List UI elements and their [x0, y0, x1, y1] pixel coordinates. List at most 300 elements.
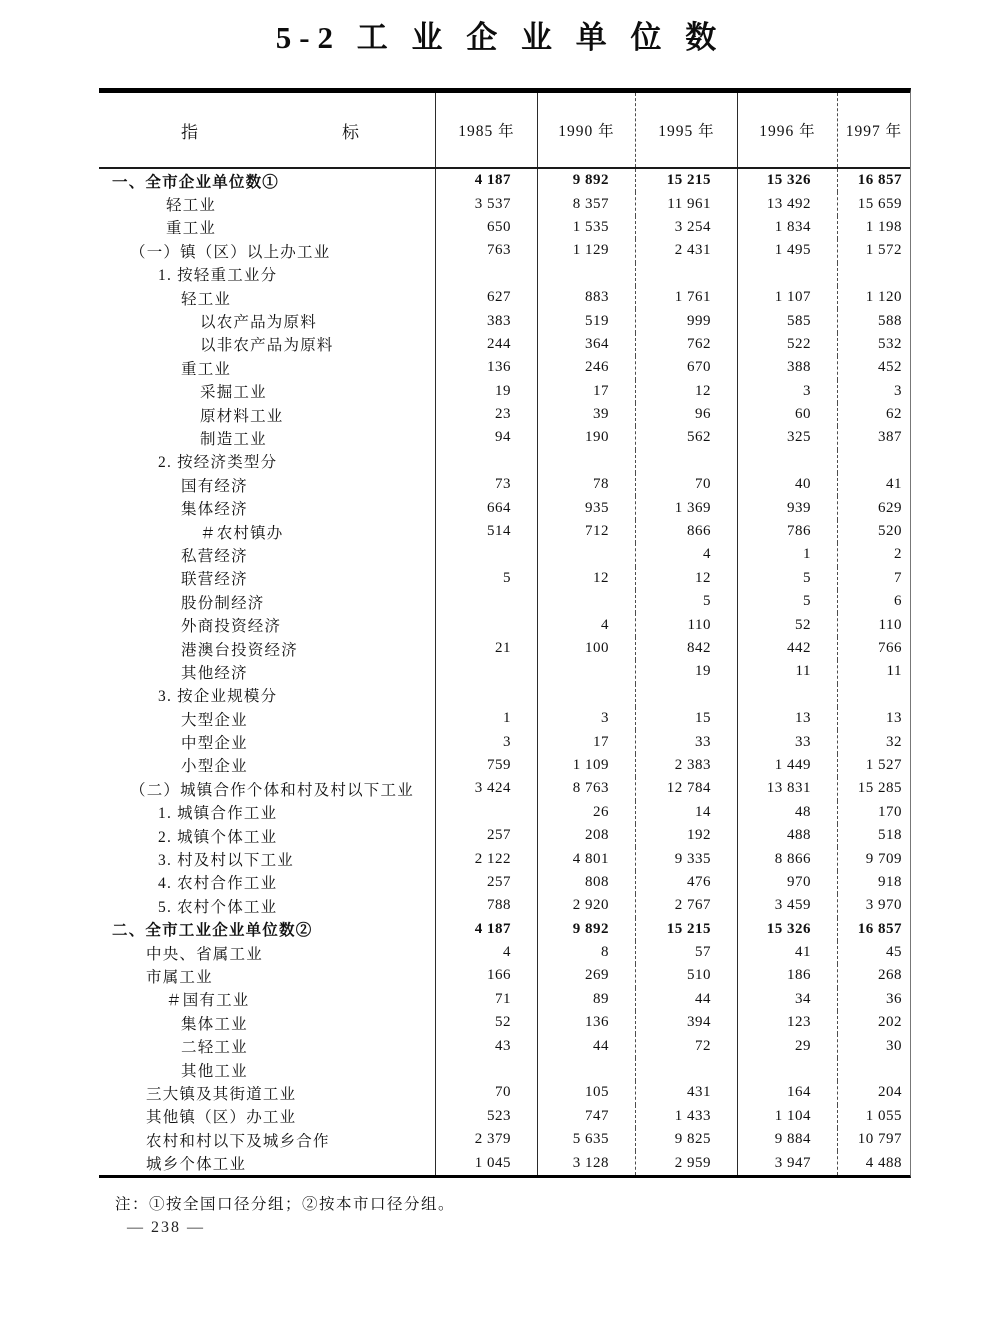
cell-1990 [537, 1058, 635, 1081]
cell-1985: 70 [435, 1081, 537, 1104]
cell-1996: 939 [737, 496, 837, 519]
cell-1985 [435, 684, 537, 707]
table-row [99, 707, 910, 730]
cell-1985: 166 [435, 964, 537, 987]
year-header-1995: 1995 年 [635, 93, 737, 167]
cell-1995: 5 [635, 590, 737, 613]
table-row [99, 192, 910, 215]
cell-1996: 40 [737, 473, 837, 496]
cell-1985: 21 [435, 637, 537, 660]
cell-1996: 522 [737, 333, 837, 356]
cell-1985: 788 [435, 894, 537, 917]
cell-1990: 364 [537, 333, 635, 356]
cell-1995: 14 [635, 801, 737, 824]
table-row [99, 988, 910, 1011]
indicator-header [99, 93, 435, 167]
cell-1996: 970 [737, 871, 837, 894]
row-label: 私营经济 [181, 547, 248, 565]
cell-1995: 3 254 [635, 216, 737, 239]
year-header-1997: 1997 年 [837, 93, 910, 167]
cell-1997: 15 285 [837, 777, 910, 800]
cell-1990: 1 129 [537, 239, 635, 262]
row-label: 集体经济 [181, 501, 248, 519]
table-row [99, 730, 910, 753]
cell-1990: 1 109 [537, 754, 635, 777]
table-row [99, 590, 910, 613]
table-header-row [99, 93, 910, 169]
cell-1997: 766 [837, 637, 910, 660]
cell-1985: 759 [435, 754, 537, 777]
cell-1985: 383 [435, 309, 537, 332]
row-label: 重工业 [166, 220, 217, 238]
cell-1995: 44 [635, 988, 737, 1011]
cell-1985: 3 424 [435, 777, 537, 800]
cell-1997: 16 857 [837, 918, 910, 941]
table-row [99, 824, 910, 847]
cell-1985: 3 [435, 730, 537, 753]
cell-1995: 1 369 [635, 496, 737, 519]
table-row [99, 1081, 910, 1104]
cell-1996 [737, 1058, 837, 1081]
cell-1996: 186 [737, 964, 837, 987]
cell-1990: 12 [537, 567, 635, 590]
row-label: 市属工业 [146, 968, 213, 986]
cell-1985: 43 [435, 1034, 537, 1057]
cell-1997: 11 [837, 660, 910, 683]
row-label: 联营经济 [181, 571, 248, 589]
cell-1997: 13 [837, 707, 910, 730]
cell-1996 [737, 263, 837, 286]
cell-1985: 627 [435, 286, 537, 309]
row-label: 制造工业 [200, 430, 267, 448]
row-label: 轻工业 [181, 290, 232, 308]
page-title: 5-2 工 业 企 业 单 位 数 [275, 20, 725, 55]
cell-1990 [537, 543, 635, 566]
table-row [99, 871, 910, 894]
table-row [99, 473, 910, 496]
table-row [99, 754, 910, 777]
row-label: 其他镇（区）办工业 [146, 1109, 297, 1127]
table-row [99, 1151, 910, 1174]
cell-1995: 15 [635, 707, 737, 730]
cell-1990 [537, 660, 635, 683]
row-label: 中央、省属工业 [146, 945, 263, 963]
page-number: — 238 — [127, 1219, 205, 1236]
cell-1990 [537, 263, 635, 286]
cell-1997: 268 [837, 964, 910, 987]
table-row [99, 941, 910, 964]
cell-1990: 3 128 [537, 1151, 635, 1174]
cell-1995: 12 784 [635, 777, 737, 800]
cell-1985 [435, 590, 537, 613]
cell-1985: 3 537 [435, 192, 537, 215]
cell-1996: 1 834 [737, 216, 837, 239]
cell-1990: 17 [537, 380, 635, 403]
cell-1990: 519 [537, 309, 635, 332]
cell-1997: 588 [837, 309, 910, 332]
cell-1995: 431 [635, 1081, 737, 1104]
cell-1995: 842 [635, 637, 737, 660]
cell-1997: 62 [837, 403, 910, 426]
cell-1997: 1 527 [837, 754, 910, 777]
table-row [99, 894, 910, 917]
table-row [99, 356, 910, 379]
cell-1985 [435, 450, 537, 473]
row-label: 三大镇及其街道工业 [146, 1085, 297, 1103]
cell-1990: 712 [537, 520, 635, 543]
table-row [99, 263, 910, 286]
table-row [99, 309, 910, 332]
cell-1995: 2 431 [635, 239, 737, 262]
cell-1995: 4 [635, 543, 737, 566]
cell-1997: 452 [837, 356, 910, 379]
cell-1996: 488 [737, 824, 837, 847]
cell-1985: 73 [435, 473, 537, 496]
cell-1990: 8 357 [537, 192, 635, 215]
cell-1997: 532 [837, 333, 910, 356]
cell-1990: 2 920 [537, 894, 635, 917]
cell-1995: 394 [635, 1011, 737, 1034]
table-row [99, 567, 910, 590]
cell-1997: 36 [837, 988, 910, 1011]
cell-1995: 670 [635, 356, 737, 379]
cell-1990: 4 801 [537, 847, 635, 870]
row-label: 1. 城镇合作工业 [158, 805, 278, 823]
table-row [99, 1105, 910, 1128]
cell-1995: 562 [635, 426, 737, 449]
cell-1996: 13 [737, 707, 837, 730]
cell-1996: 3 459 [737, 894, 837, 917]
cell-1996: 11 [737, 660, 837, 683]
cell-1996: 3 [737, 380, 837, 403]
cell-1997: 1 120 [837, 286, 910, 309]
cell-1995: 2 383 [635, 754, 737, 777]
cell-1996: 1 [737, 543, 837, 566]
cell-1997: 518 [837, 824, 910, 847]
row-label: 重工业 [181, 360, 232, 378]
table-row [99, 333, 910, 356]
cell-1996: 325 [737, 426, 837, 449]
cell-1997: 202 [837, 1011, 910, 1034]
cell-1997: 4 488 [837, 1151, 910, 1174]
cell-1997: 1 572 [837, 239, 910, 262]
cell-1996: 8 866 [737, 847, 837, 870]
row-label: 其他经济 [181, 664, 248, 682]
cell-1990 [537, 450, 635, 473]
cell-1990: 100 [537, 637, 635, 660]
table-row [99, 380, 910, 403]
cell-1996: 585 [737, 309, 837, 332]
cell-1985 [435, 1058, 537, 1081]
table-row [99, 847, 910, 870]
cell-1990: 105 [537, 1081, 635, 1104]
cell-1997: 918 [837, 871, 910, 894]
cell-1995: 476 [635, 871, 737, 894]
cell-1995: 1 433 [635, 1105, 737, 1128]
table-row [99, 613, 910, 636]
cell-1985: 514 [435, 520, 537, 543]
cell-1985 [435, 801, 537, 824]
statistics-table [99, 88, 911, 1178]
cell-1995: 33 [635, 730, 737, 753]
row-label: 3. 村及村以下工业 [158, 852, 295, 870]
cell-1990: 1 535 [537, 216, 635, 239]
cell-1990: 4 [537, 613, 635, 636]
cell-1985: 52 [435, 1011, 537, 1034]
cell-1996: 1 107 [737, 286, 837, 309]
table-row [99, 543, 910, 566]
table-row [99, 1128, 910, 1151]
cell-1985: 136 [435, 356, 537, 379]
cell-1996: 41 [737, 941, 837, 964]
row-label: 以非农产品为原料 [200, 337, 334, 355]
cell-1990: 808 [537, 871, 635, 894]
table-row [99, 496, 910, 519]
table-row [99, 684, 910, 707]
cell-1996: 388 [737, 356, 837, 379]
cell-1995: 15 215 [635, 169, 737, 192]
cell-1990: 883 [537, 286, 635, 309]
cell-1995: 2 959 [635, 1151, 737, 1174]
cell-1990: 269 [537, 964, 635, 987]
cell-1996: 13 492 [737, 192, 837, 215]
row-label: 轻工业 [166, 197, 217, 215]
cell-1995 [635, 684, 737, 707]
table-row [99, 1034, 910, 1057]
cell-1995: 9 335 [635, 847, 737, 870]
row-label: 股份制经济 [181, 594, 265, 612]
cell-1985 [435, 613, 537, 636]
table-row [99, 964, 910, 987]
cell-1996: 3 947 [737, 1151, 837, 1174]
table-row [99, 801, 910, 824]
cell-1985 [435, 543, 537, 566]
cell-1990 [537, 590, 635, 613]
cell-1990 [537, 684, 635, 707]
indicator-header-left: 指 [181, 122, 198, 142]
row-label: （一）镇（区）以上办工业 [130, 243, 331, 261]
cell-1997: 1 055 [837, 1105, 910, 1128]
footnote: 注：①按全国口径分组；②按本市口径分组。 [115, 1196, 456, 1213]
cell-1997: 3 970 [837, 894, 910, 917]
cell-1990: 208 [537, 824, 635, 847]
row-label: 原材料工业 [200, 407, 284, 425]
cell-1995: 762 [635, 333, 737, 356]
cell-1985: 523 [435, 1105, 537, 1128]
cell-1997: 170 [837, 801, 910, 824]
cell-1997 [837, 1058, 910, 1081]
cell-1997 [837, 263, 910, 286]
cell-1995 [635, 1058, 737, 1081]
row-label: 2. 城镇个体工业 [158, 828, 278, 846]
cell-1995: 12 [635, 567, 737, 590]
row-label: 其他工业 [181, 1062, 248, 1080]
row-label: 城乡个体工业 [146, 1156, 247, 1174]
cell-1985: 4 [435, 941, 537, 964]
table-row [99, 450, 910, 473]
cell-1997: 520 [837, 520, 910, 543]
row-label: （二）城镇合作个体和村及村以下工业 [130, 781, 414, 799]
cell-1996: 48 [737, 801, 837, 824]
row-label: 5. 农村个体工业 [158, 898, 278, 916]
cell-1995: 2 767 [635, 894, 737, 917]
cell-1985: 763 [435, 239, 537, 262]
cell-1995: 510 [635, 964, 737, 987]
cell-1996: 1 495 [737, 239, 837, 262]
cell-1996: 29 [737, 1034, 837, 1057]
cell-1995: 192 [635, 824, 737, 847]
table-row [99, 1058, 910, 1081]
cell-1985: 650 [435, 216, 537, 239]
cell-1997: 15 659 [837, 192, 910, 215]
row-label: 二、全市工业企业单位数② [112, 922, 313, 940]
cell-1985: 664 [435, 496, 537, 519]
cell-1995: 110 [635, 613, 737, 636]
cell-1996: 9 884 [737, 1128, 837, 1151]
row-label: 小型企业 [181, 758, 248, 776]
cell-1996: 786 [737, 520, 837, 543]
cell-1997: 7 [837, 567, 910, 590]
row-label: 1. 按轻重工业分 [158, 267, 278, 285]
cell-1990: 136 [537, 1011, 635, 1034]
cell-1990: 9 892 [537, 169, 635, 192]
cell-1985: 257 [435, 871, 537, 894]
row-label: 外商投资经济 [181, 618, 282, 636]
cell-1996: 5 [737, 590, 837, 613]
cell-1996 [737, 450, 837, 473]
row-label: 采掘工业 [200, 384, 267, 402]
row-label: 大型企业 [181, 711, 248, 729]
cell-1985: 5 [435, 567, 537, 590]
table-row [99, 403, 910, 426]
cell-1995: 9 825 [635, 1128, 737, 1151]
cell-1995 [635, 263, 737, 286]
cell-1997: 387 [837, 426, 910, 449]
cell-1996: 52 [737, 613, 837, 636]
cell-1997: 10 797 [837, 1128, 910, 1151]
cell-1990: 17 [537, 730, 635, 753]
cell-1997: 41 [837, 473, 910, 496]
cell-1990: 8 [537, 941, 635, 964]
cell-1997: 6 [837, 590, 910, 613]
cell-1990: 78 [537, 473, 635, 496]
cell-1990: 5 635 [537, 1128, 635, 1151]
table-row [99, 520, 910, 543]
cell-1985 [435, 660, 537, 683]
cell-1985: 19 [435, 380, 537, 403]
cell-1997: 3 [837, 380, 910, 403]
table-row [99, 1011, 910, 1034]
cell-1990: 246 [537, 356, 635, 379]
row-label: 一、全市企业单位数① [112, 173, 280, 191]
row-label: 二轻工业 [181, 1039, 248, 1057]
cell-1997 [837, 450, 910, 473]
cell-1990: 747 [537, 1105, 635, 1128]
cell-1997: 204 [837, 1081, 910, 1104]
cell-1997: 629 [837, 496, 910, 519]
cell-1985: 2 122 [435, 847, 537, 870]
cell-1996 [737, 684, 837, 707]
cell-1985: 4 187 [435, 918, 537, 941]
row-label: 2. 按经济类型分 [158, 454, 278, 472]
cell-1996: 15 326 [737, 169, 837, 192]
cell-1990: 44 [537, 1034, 635, 1057]
cell-1995: 15 215 [635, 918, 737, 941]
cell-1997: 110 [837, 613, 910, 636]
cell-1997 [837, 684, 910, 707]
cell-1996: 15 326 [737, 918, 837, 941]
cell-1985: 1 [435, 707, 537, 730]
row-label: 中型企业 [181, 735, 248, 753]
cell-1995: 11 961 [635, 192, 737, 215]
table-row [99, 777, 910, 800]
cell-1995: 866 [635, 520, 737, 543]
cell-1997: 45 [837, 941, 910, 964]
cell-1985: 257 [435, 824, 537, 847]
cell-1990: 8 763 [537, 777, 635, 800]
row-label: ＃国有工业 [166, 992, 250, 1010]
cell-1996: 60 [737, 403, 837, 426]
cell-1996: 123 [737, 1011, 837, 1034]
cell-1996: 442 [737, 637, 837, 660]
cell-1997: 30 [837, 1034, 910, 1057]
year-header-1996: 1996 年 [737, 93, 837, 167]
cell-1990: 9 892 [537, 918, 635, 941]
cell-1995 [635, 450, 737, 473]
cell-1997: 32 [837, 730, 910, 753]
row-label: 农村和村以下及城乡合作 [146, 1132, 330, 1150]
cell-1985 [435, 263, 537, 286]
cell-1990: 39 [537, 403, 635, 426]
cell-1990: 89 [537, 988, 635, 1011]
row-label: 集体工业 [181, 1015, 248, 1033]
year-header-1985: 1985 年 [435, 93, 537, 167]
table-row [99, 660, 910, 683]
cell-1985: 244 [435, 333, 537, 356]
cell-1997: 9 709 [837, 847, 910, 870]
cell-1985: 1 045 [435, 1151, 537, 1174]
table-row [99, 216, 910, 239]
table-row [99, 169, 910, 192]
cell-1996: 1 104 [737, 1105, 837, 1128]
table-row [99, 286, 910, 309]
cell-1995: 96 [635, 403, 737, 426]
cell-1996: 1 449 [737, 754, 837, 777]
cell-1985: 71 [435, 988, 537, 1011]
cell-1996: 33 [737, 730, 837, 753]
row-label: 港澳台投资经济 [181, 641, 298, 659]
table-row [99, 918, 910, 941]
table-row [99, 239, 910, 262]
row-label: 4. 农村合作工业 [158, 875, 278, 893]
cell-1996: 5 [737, 567, 837, 590]
table-row [99, 426, 910, 449]
row-label: 3. 按企业规模分 [158, 688, 278, 706]
row-label: 以农产品为原料 [200, 314, 317, 332]
cell-1997: 2 [837, 543, 910, 566]
cell-1995: 72 [635, 1034, 737, 1057]
cell-1995: 70 [635, 473, 737, 496]
cell-1995: 19 [635, 660, 737, 683]
year-header-1990: 1990 年 [537, 93, 635, 167]
row-label: ＃农村镇办 [200, 524, 284, 542]
cell-1990: 26 [537, 801, 635, 824]
cell-1990: 935 [537, 496, 635, 519]
cell-1996: 13 831 [737, 777, 837, 800]
cell-1990: 190 [537, 426, 635, 449]
cell-1995: 1 761 [635, 286, 737, 309]
cell-1996: 164 [737, 1081, 837, 1104]
